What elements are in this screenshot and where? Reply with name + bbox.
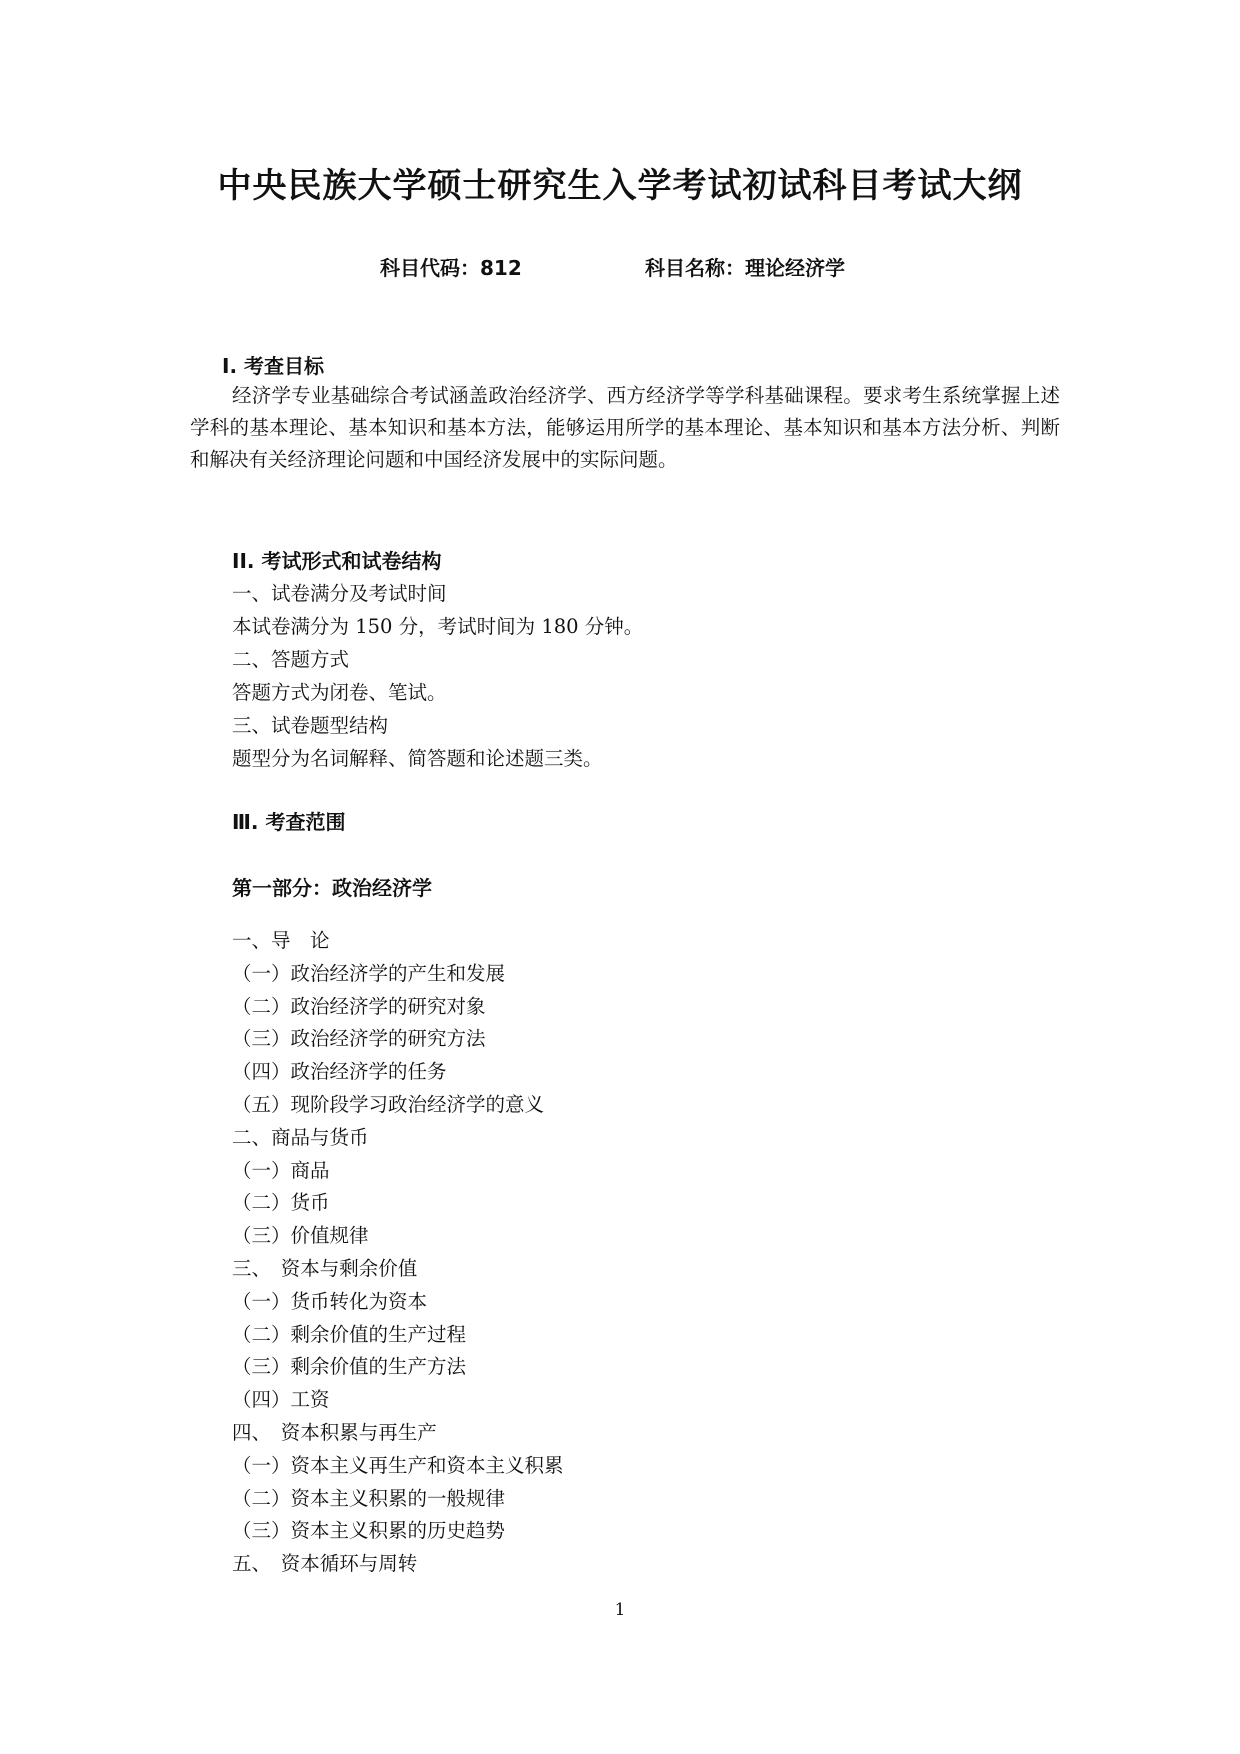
- outline-item: （二）货币: [232, 1191, 330, 1215]
- part-heading: 第一部分：政治经济学: [232, 876, 432, 900]
- outline-item: （二）资本主义积累的一般规律: [232, 1486, 506, 1510]
- outline-item: （一）政治经济学的产生和发展: [232, 961, 506, 985]
- subject-code: 科目代码：812: [380, 256, 522, 280]
- outline-item: （三）资本主义积累的历史趋势: [232, 1519, 506, 1543]
- section-2-line: 题型分为名词解释、简答题和论述题三类。: [232, 747, 603, 770]
- outline-item: （一）商品: [232, 1158, 330, 1182]
- outline-item: （一）资本主义再生产和资本主义积累: [232, 1453, 564, 1477]
- outline-item: （三）价值规律: [232, 1224, 369, 1248]
- section-1-heading: I. 考查目标: [222, 354, 325, 378]
- outline-item: （四）工资: [232, 1388, 330, 1412]
- outline-item: （四）政治经济学的任务: [232, 1060, 447, 1084]
- outline-item: （二）政治经济学的研究对象: [232, 994, 486, 1018]
- outline-item: 四、 资本积累与再生产: [232, 1420, 437, 1444]
- section-2-line: 答题方式为闭卷、笔试。: [232, 681, 447, 704]
- page-number: 1: [614, 1600, 626, 1620]
- document-title: 中央民族大学硕士研究生入学考试初试科目考试大纲: [217, 166, 1023, 206]
- outline-item: （三）政治经济学的研究方法: [232, 1027, 486, 1051]
- outline-item: （一）货币转化为资本: [232, 1289, 428, 1313]
- outline-item: （三）剩余价值的生产方法: [232, 1355, 467, 1379]
- outline-item: 五、 资本循环与周转: [232, 1552, 418, 1576]
- section-2-line: 本试卷满分为 150 分，考试时间为 180 分钟。: [232, 615, 644, 638]
- section-2-heading: II. 考试形式和试卷结构: [232, 549, 442, 573]
- syllabus-outline: [232, 925, 932, 1581]
- section-1-paragraph: 经济学专业基础综合考试涵盖政治经济学、西方经济学等学科基础课程。要求考生系统掌握上述学科的基本理论、基本知识和基本方法，能够运用所学的基本理论、基本知识和基本方法分析、判断和解决有关经济理论问题和中国经济发展中的实际问题。: [190, 384, 1060, 471]
- outline-item: （五）现阶段学习政治经济学的意义: [232, 1092, 545, 1116]
- subject-name: 科目名称：理论经济学: [645, 256, 845, 280]
- section-2-line: 二、答题方式: [232, 648, 350, 671]
- outline-item: （二）剩余价值的生产过程: [232, 1322, 467, 1346]
- outline-item: 二、商品与货币: [232, 1125, 369, 1149]
- section-2-line: 三、试卷题型结构: [232, 714, 389, 737]
- outline-item: 三、 资本与剩余价值: [232, 1256, 418, 1280]
- section-3-heading: Ⅲ. 考查范围: [232, 810, 346, 834]
- outline-item: 一、导 论: [232, 929, 330, 952]
- section-2-line: 一、试卷满分及考试时间: [232, 582, 447, 605]
